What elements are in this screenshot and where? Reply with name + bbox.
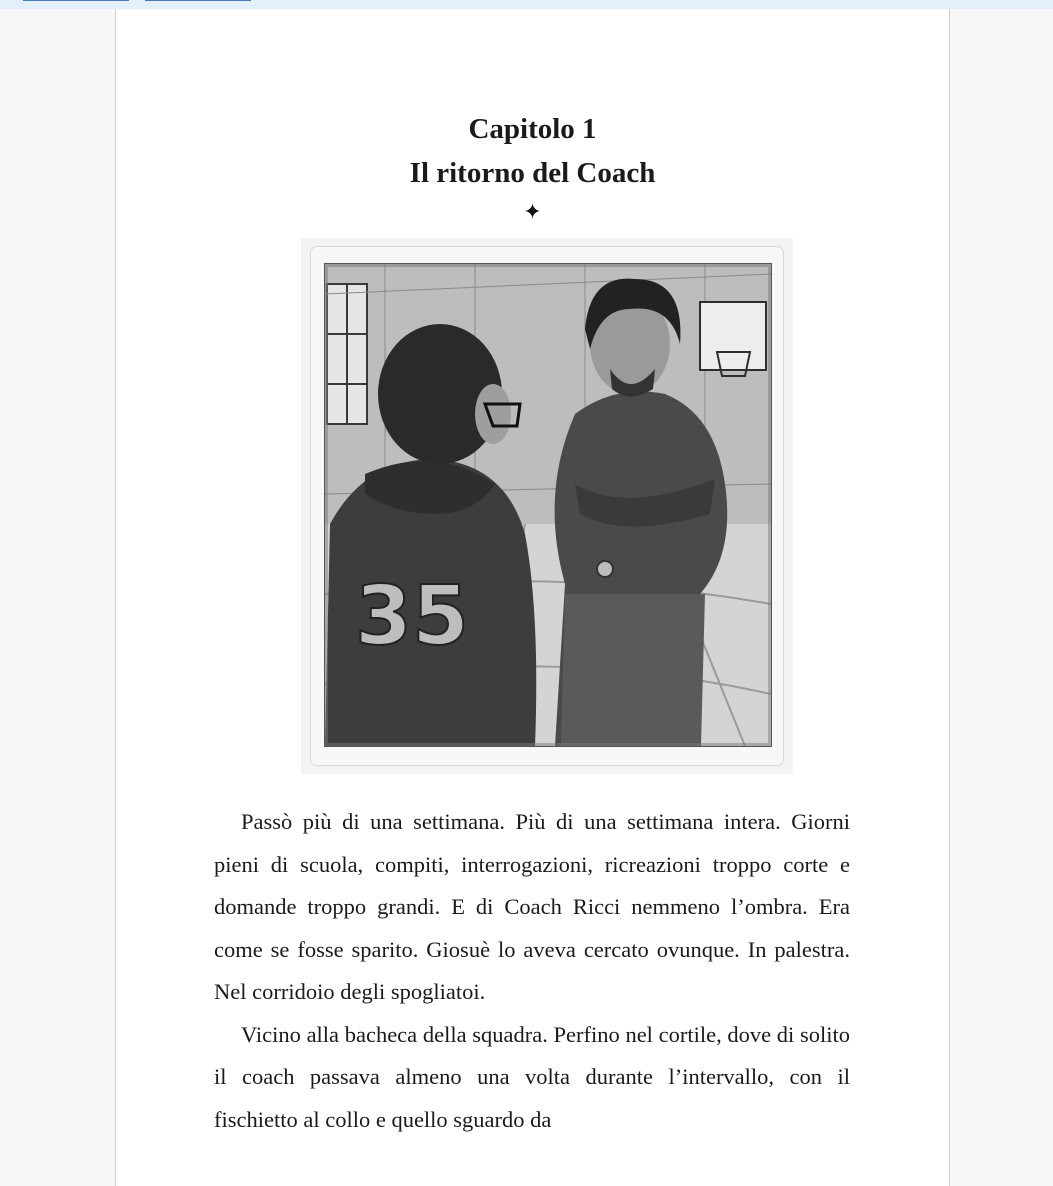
browser-top-bar [0, 0, 1053, 9]
chapter-body-text [214, 801, 850, 1141]
chapter-title: Il ritorno del Coach [409, 157, 656, 189]
paragraph: Vicino alla bacheca della squadra. Perfino nel cortile, dove di solito il coach passava almeno una volta durante l’intervallo, con il fischietto al collo e quello sguardo da [214, 1021, 850, 1132]
paragraph: Passò più di una settimana. Più di una settimana intera. Giorni pieni di scuola, compiti, interrogazioni, ricreazioni troppo corte e domande troppo grandi. E di Coach Ricci nemmeno l’ombra. Era come se fosse sparito. Giosuè lo aveva cercato ovunque. In palestra. Nel corridoio degli spogliatoi. [214, 809, 850, 1004]
jersey-number: 35 [355, 569, 470, 664]
ornament-star-icon: ✦ [523, 199, 542, 224]
document-page [115, 9, 950, 1186]
chapter-illustration [324, 263, 772, 747]
top-link-underline[interactable] [145, 0, 251, 1]
chapter-number: Capitolo 1 [468, 113, 597, 145]
top-link-underline[interactable] [23, 0, 129, 1]
